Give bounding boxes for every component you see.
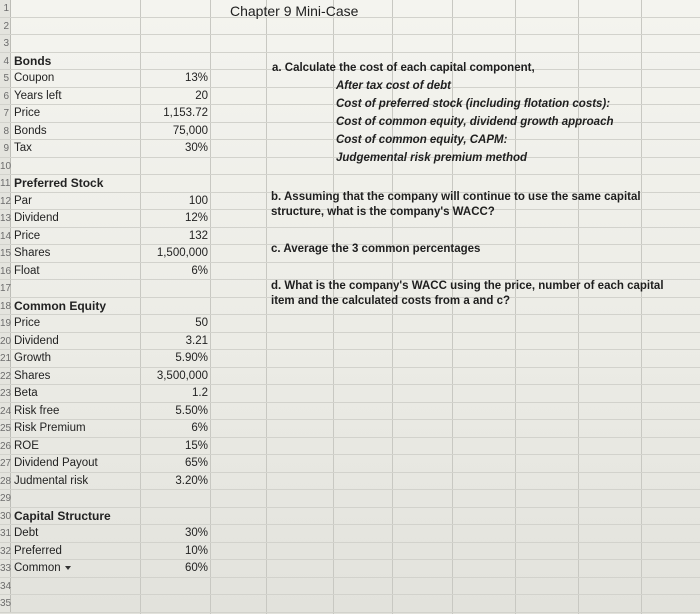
row-label: Bonds xyxy=(14,53,52,68)
row-label: Bonds xyxy=(14,124,47,137)
row-number: 35 xyxy=(0,595,11,612)
row-label: Price xyxy=(14,317,41,329)
row-label: Risk Premium xyxy=(14,422,86,434)
row-number: 3 xyxy=(0,35,11,52)
row-label: Shares xyxy=(14,247,51,259)
table-row[interactable] xyxy=(0,368,700,386)
row-label: Common Equity xyxy=(14,298,106,313)
row-value: 30% xyxy=(184,527,208,539)
table-row[interactable] xyxy=(0,420,700,438)
row-label: ROE xyxy=(14,439,39,452)
table-row[interactable] xyxy=(0,438,700,456)
row-number: 29 xyxy=(0,490,11,507)
row-label: Price xyxy=(14,107,41,119)
table-row[interactable] xyxy=(0,403,700,421)
row-number: 31 xyxy=(0,525,11,542)
row-number: 24 xyxy=(0,403,11,420)
row-label: Float xyxy=(14,264,40,277)
table-row[interactable] xyxy=(0,508,700,526)
row-label: Par xyxy=(14,194,32,207)
row-value: 1,500,000 xyxy=(156,247,208,259)
row-value: 12% xyxy=(184,212,208,224)
row-value: 6% xyxy=(191,264,208,277)
table-row[interactable] xyxy=(0,578,700,596)
table-row[interactable] xyxy=(0,490,700,508)
row-value: 60% xyxy=(184,562,208,574)
row-number: 26 xyxy=(0,438,11,455)
table-row[interactable] xyxy=(0,35,700,53)
row-number: 34 xyxy=(0,578,11,595)
row-number: 2 xyxy=(0,18,11,35)
table-row[interactable] xyxy=(0,455,700,473)
row-number: 12 xyxy=(0,193,11,210)
row-number: 30 xyxy=(0,508,11,525)
row-number: 6 xyxy=(0,88,11,105)
question-a-item: Cost of common equity, dividend growth approach xyxy=(336,116,614,128)
row-number: 22 xyxy=(0,368,11,385)
row-label: Capital Structure xyxy=(14,508,111,523)
row-number: 4 xyxy=(0,53,11,70)
row-number: 14 xyxy=(0,228,11,245)
row-number: 9 xyxy=(0,140,11,157)
row-label: Dividend xyxy=(14,334,59,347)
row-label: Common xyxy=(14,560,71,577)
row-number: 5 xyxy=(0,70,11,87)
row-number: 23 xyxy=(0,385,11,402)
row-number: 25 xyxy=(0,420,11,437)
row-label: Price xyxy=(14,229,41,242)
table-row[interactable] xyxy=(0,350,700,368)
table-row[interactable] xyxy=(0,315,700,333)
row-label: Debt xyxy=(14,527,39,539)
table-row[interactable] xyxy=(0,595,700,613)
table-row[interactable] xyxy=(0,543,700,561)
row-value: 132 xyxy=(188,229,208,242)
row-value: 1,153.72 xyxy=(163,107,208,119)
row-number: 10 xyxy=(0,158,11,175)
table-row[interactable] xyxy=(0,560,700,578)
row-value: 75,000 xyxy=(172,124,208,137)
row-number: 18 xyxy=(0,298,11,315)
row-label: Years left xyxy=(14,89,62,102)
row-value: 6% xyxy=(191,422,208,434)
table-row[interactable] xyxy=(0,525,700,543)
row-value: 100 xyxy=(188,194,208,207)
row-number: 27 xyxy=(0,455,11,472)
row-label: Dividend xyxy=(14,212,59,224)
row-value: 3.21 xyxy=(185,334,208,347)
row-label: Tax xyxy=(14,142,32,154)
row-label: Coupon xyxy=(14,72,55,84)
question-d-line1: d. What is the company's WACC using the price, number of each capital xyxy=(271,280,664,292)
row-label: Risk free xyxy=(14,404,60,417)
question-b-line1: b. Assuming that the company will continue to use the same capital xyxy=(271,191,641,203)
row-number: 17 xyxy=(0,280,11,297)
row-label: Preferred xyxy=(14,544,62,557)
row-value: 3.20% xyxy=(175,474,208,487)
sheet-title: Chapter 9 Mini-Case xyxy=(230,3,359,19)
row-value: 13% xyxy=(184,72,208,84)
row-number: 1 xyxy=(0,0,11,17)
row-number: 15 xyxy=(0,245,11,262)
row-label: Shares xyxy=(14,369,51,382)
row-label: Preferred Stock xyxy=(14,176,104,190)
row-number: 21 xyxy=(0,350,11,367)
row-value: 20 xyxy=(195,89,208,102)
row-number: 7 xyxy=(0,105,11,122)
row-number: 33 xyxy=(0,560,11,577)
row-value: 65% xyxy=(184,457,208,469)
question-a-item: After tax cost of debt xyxy=(336,80,452,92)
row-value: 10% xyxy=(184,544,208,557)
row-number: 8 xyxy=(0,123,11,140)
row-value: 5.50% xyxy=(175,404,208,417)
row-label: Judmental risk xyxy=(14,474,89,487)
row-label: Beta xyxy=(14,387,38,399)
table-row[interactable] xyxy=(0,385,700,403)
row-number: 28 xyxy=(0,473,11,490)
row-value: 1.2 xyxy=(192,387,208,399)
row-number: 19 xyxy=(0,315,11,332)
row-number: 32 xyxy=(0,543,11,560)
question-a-item: Cost of common equity, CAPM: xyxy=(336,134,508,146)
row-number: 11 xyxy=(0,175,11,192)
row-label: Dividend Payout xyxy=(14,457,98,469)
question-a-item: Judgemental risk premium method xyxy=(336,152,528,164)
question-c: c. Average the 3 common percentages xyxy=(271,243,481,255)
row-value: 3,500,000 xyxy=(156,369,208,382)
row-label: Growth xyxy=(14,352,52,364)
question-b-line2: structure, what is the company's WACC? xyxy=(271,206,495,218)
table-row[interactable] xyxy=(0,18,700,36)
row-value: 50 xyxy=(195,317,208,329)
table-row[interactable] xyxy=(0,263,700,281)
row-number: 16 xyxy=(0,263,11,280)
question-d-line2: item and the calculated costs from a and c? xyxy=(271,295,511,307)
table-row[interactable] xyxy=(0,473,700,491)
question-a-item: Cost of preferred stock (including flotation costs): xyxy=(336,98,611,110)
row-number: 20 xyxy=(0,333,11,350)
row-value: 15% xyxy=(184,439,208,452)
cursor-icon xyxy=(65,566,71,570)
row-value: 30% xyxy=(184,142,208,154)
row-value: 5.90% xyxy=(175,352,208,364)
row-number: 13 xyxy=(0,210,11,227)
question-a: a. Calculate the cost of each capital component, xyxy=(272,62,535,74)
table-row[interactable] xyxy=(0,333,700,351)
